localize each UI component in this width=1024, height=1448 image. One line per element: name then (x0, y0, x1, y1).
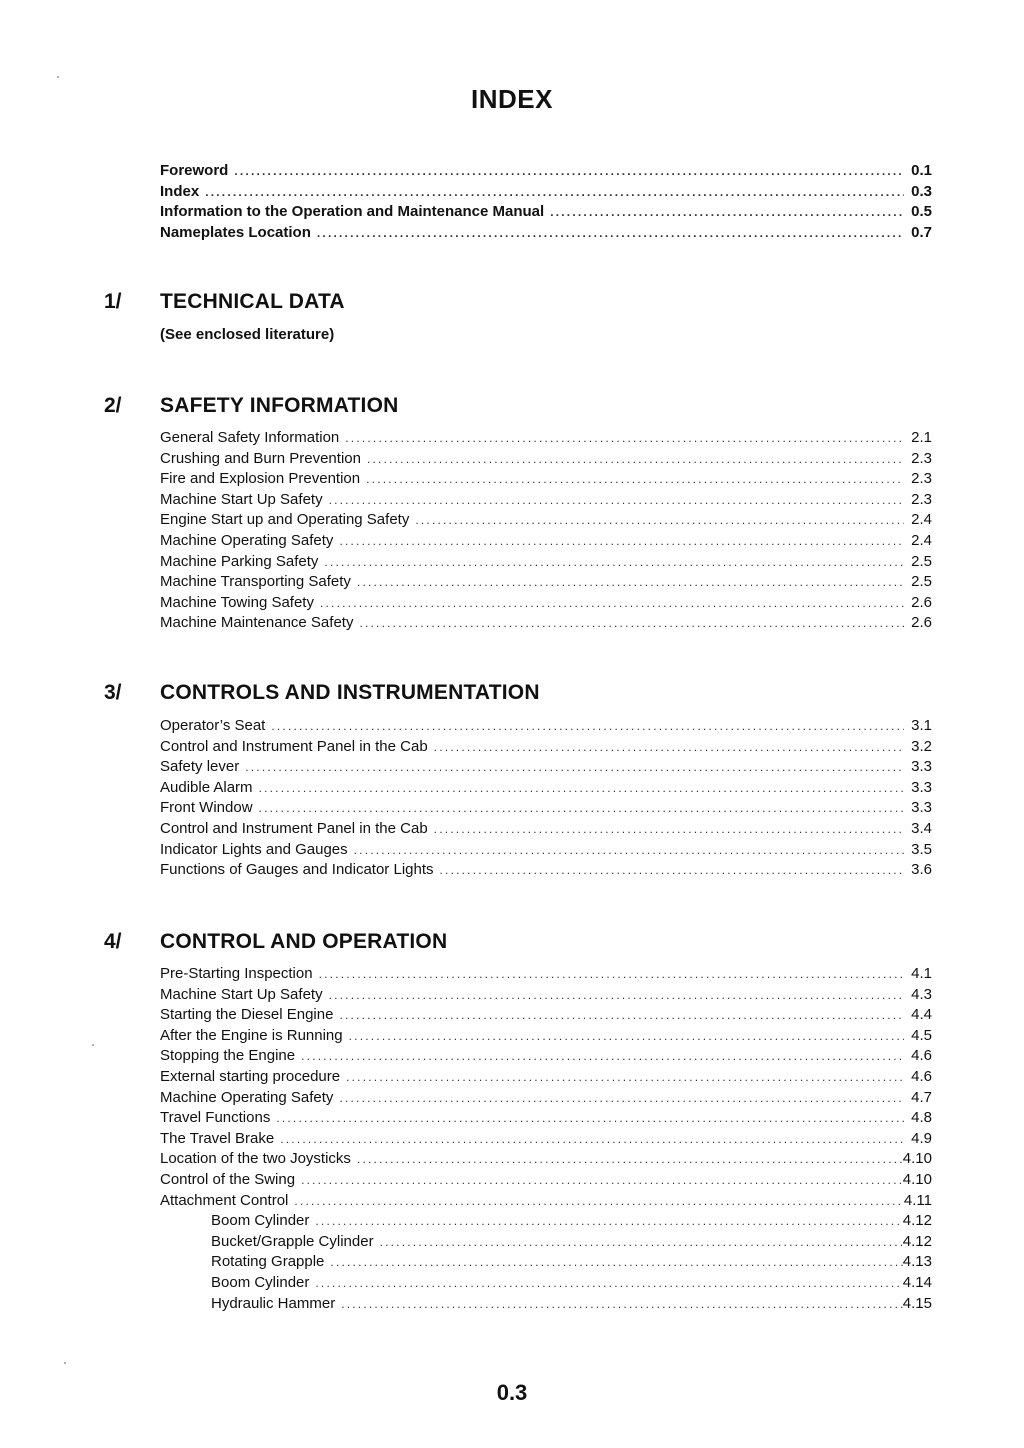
entry-page-number: 4.9 (911, 1129, 932, 1147)
dot-leader (234, 161, 904, 182)
dot-leader (276, 1108, 904, 1129)
index-entry (160, 798, 932, 819)
entry-page-number: 4.11 (903, 1191, 932, 1209)
index-entry (160, 510, 932, 531)
dot-leader (315, 1273, 902, 1294)
dot-leader (259, 778, 904, 799)
entry-page-number: 0.5 (911, 203, 932, 221)
dot-leader (357, 572, 904, 593)
entry-label: Audible Alarm (160, 778, 253, 796)
dot-leader (367, 449, 904, 470)
entry-label: External starting procedure (160, 1067, 341, 1085)
page-number: 0.3 (496, 1380, 528, 1405)
entry-label: Safety lever (160, 758, 240, 776)
entry-label: Location of the two Joysticks (160, 1150, 351, 1168)
dot-leader (301, 1046, 904, 1067)
entry-page-number: 4.12 (902, 1212, 932, 1230)
dot-leader (259, 798, 904, 819)
index-entry (160, 1088, 932, 1109)
scan-speck (64, 1362, 66, 1364)
index-entry (160, 1108, 932, 1129)
dot-leader (280, 1129, 904, 1150)
entry-page-number: 3.6 (911, 861, 932, 879)
section-title: SAFETY INFORMATION (160, 394, 399, 417)
dot-leader (301, 1170, 903, 1191)
entry-page-number: 4.6 (911, 1047, 932, 1065)
entry-page-number: 4.7 (911, 1088, 932, 1106)
section-number: 4/ (104, 930, 122, 953)
entry-label: Travel Functions (160, 1109, 271, 1127)
dot-leader (245, 757, 904, 778)
entry-page-number: 2.3 (911, 449, 932, 467)
dot-leader (415, 510, 904, 531)
entry-label: General Safety Information (160, 429, 340, 446)
section-entry-list (160, 428, 932, 634)
dot-leader (440, 860, 904, 881)
dot-leader (271, 716, 904, 737)
index-entry (160, 1273, 932, 1294)
entry-page-number: 2.5 (911, 552, 932, 570)
index-entry (160, 182, 932, 203)
entry-page-number: 3.5 (911, 840, 932, 858)
section-number: 2/ (104, 394, 122, 417)
dot-leader (294, 1191, 904, 1212)
entry-label: Machine Operating Safety (160, 1088, 334, 1106)
dot-leader (205, 182, 904, 203)
entry-label: Hydraulic Hammer (211, 1294, 336, 1312)
dot-leader (319, 964, 904, 985)
dot-leader (330, 1252, 902, 1273)
dot-leader (341, 1294, 903, 1315)
section-entry-list (160, 716, 932, 881)
dot-leader (320, 593, 904, 614)
index-entry (160, 531, 932, 552)
dot-leader (324, 552, 904, 573)
entry-page-number: 2.4 (911, 511, 932, 529)
entry-page-number: 2.6 (911, 593, 932, 611)
index-entry (160, 161, 932, 182)
index-entry (160, 1129, 932, 1150)
entry-label: Boom Cylinder (211, 1273, 310, 1291)
index-entry (160, 593, 932, 614)
entry-page-number: 4.5 (911, 1026, 932, 1044)
dot-leader (329, 985, 904, 1006)
entry-page-number: 3.3 (911, 758, 932, 776)
dot-leader (434, 819, 904, 840)
index-entry (160, 1149, 932, 1170)
entry-page-number: 4.10 (902, 1170, 932, 1188)
index-entry (160, 860, 932, 881)
section-note: (See enclosed literature) (160, 326, 335, 343)
index-entry (160, 552, 932, 573)
dot-leader (317, 223, 904, 244)
scan-speck (57, 76, 59, 78)
entry-page-number: 4.6 (911, 1067, 932, 1085)
index-entry (160, 223, 932, 244)
entry-page-number: 3.4 (911, 819, 932, 837)
entry-label: Machine Start Up Safety (160, 490, 323, 508)
entry-page-number: 2.5 (911, 573, 932, 591)
entry-label: Control of the Swing (160, 1170, 296, 1188)
entry-label: Rotating Grapple (211, 1253, 325, 1271)
section-title: CONTROL AND OPERATION (160, 930, 448, 953)
dot-leader (346, 1067, 904, 1088)
entry-label: Starting the Diesel Engine (160, 1006, 334, 1024)
dot-leader (329, 490, 904, 511)
dot-leader (359, 613, 904, 634)
entry-label: Engine Start up and Operating Safety (160, 511, 410, 529)
dot-leader (339, 1088, 904, 1109)
entry-page-number: 4.15 (902, 1294, 932, 1312)
entry-label: The Travel Brake (160, 1129, 275, 1147)
index-entry (160, 469, 932, 490)
entry-label: Operator’s Seat (160, 717, 266, 734)
entry-page-number: 3.3 (911, 778, 932, 796)
entry-page-number: 3.3 (911, 799, 932, 817)
index-entry (160, 1067, 932, 1088)
index-entry (160, 1191, 932, 1212)
index-entry (160, 778, 932, 799)
index-entry (160, 1005, 932, 1026)
dot-leader (357, 1149, 903, 1170)
entry-page-number: 4.8 (911, 1109, 932, 1127)
index-entry (160, 1294, 932, 1315)
entry-label: Stopping the Engine (160, 1047, 296, 1065)
index-entry (160, 1232, 932, 1253)
entry-page-number: 2.3 (911, 470, 932, 488)
index-entry (160, 1046, 932, 1067)
entry-label: Pre-Starting Inspection (160, 965, 313, 982)
index-entry (160, 572, 932, 593)
index-entry (160, 613, 932, 634)
entry-label: Machine Start Up Safety (160, 985, 323, 1003)
index-entry (160, 1170, 932, 1191)
dot-leader (550, 202, 904, 223)
entry-label: Functions of Gauges and Indicator Lights (160, 861, 434, 879)
index-entry (160, 819, 932, 840)
section-title: TECHNICAL DATA (160, 290, 345, 313)
section-title: CONTROLS AND INSTRUMENTATION (160, 681, 540, 704)
entry-label: Boom Cylinder (211, 1212, 310, 1230)
dot-leader (345, 428, 904, 449)
index-entry (160, 490, 932, 511)
scan-speck (92, 1044, 94, 1046)
entry-page-number: 4.14 (902, 1273, 932, 1291)
entry-page-number: 4.4 (911, 1006, 932, 1024)
front-matter-list (160, 161, 932, 243)
dot-leader (354, 840, 904, 861)
entry-label: Index (160, 182, 200, 200)
dot-leader (349, 1026, 904, 1047)
entry-page-number: 2.6 (911, 614, 932, 632)
entry-label: Bucket/Grapple Cylinder (211, 1232, 374, 1250)
dot-leader (315, 1211, 902, 1232)
index-entry (160, 840, 932, 861)
dot-leader (339, 531, 904, 552)
dot-leader (339, 1005, 904, 1026)
index-entry (160, 716, 932, 737)
entry-label: Machine Towing Safety (160, 593, 314, 611)
index-entry (160, 737, 932, 758)
entry-label: Machine Operating Safety (160, 531, 334, 549)
entry-page-number: 0.3 (911, 182, 932, 200)
entry-label: Control and Instrument Panel in the Cab (160, 737, 428, 755)
entry-page-number: 0.7 (911, 223, 932, 241)
entry-label: Front Window (160, 799, 253, 817)
entry-page-number: 2.4 (911, 531, 932, 549)
entry-page-number: 4.1 (911, 965, 932, 982)
index-entry (160, 202, 932, 223)
entry-label: Fire and Explosion Prevention (160, 470, 361, 488)
entry-label: Indicator Lights and Gauges (160, 840, 348, 858)
index-entry (160, 1211, 932, 1232)
entry-label: Attachment Control (160, 1191, 289, 1209)
entry-page-number: 4.13 (902, 1253, 932, 1271)
entry-page-number: 0.1 (911, 162, 932, 179)
entry-page-number: 4.3 (911, 985, 932, 1003)
entry-label: Machine Maintenance Safety (160, 614, 354, 632)
entry-page-number: 4.12 (902, 1232, 932, 1250)
entry-page-number: 4.10 (902, 1150, 932, 1168)
index-entry (160, 964, 932, 985)
entry-label: Foreword (160, 162, 229, 179)
section-number: 3/ (104, 681, 122, 704)
entry-label: After the Engine is Running (160, 1026, 343, 1044)
entry-label: Control and Instrument Panel in the Cab (160, 819, 428, 837)
entry-page-number: 2.1 (911, 429, 932, 446)
dot-leader (380, 1232, 903, 1253)
section-number: 1/ (104, 290, 122, 313)
index-entry (160, 1026, 932, 1047)
index-entry (160, 428, 932, 449)
dot-leader (366, 469, 904, 490)
index-entry (160, 449, 932, 470)
entry-label: Crushing and Burn Prevention (160, 449, 361, 467)
entry-label: Machine Transporting Safety (160, 573, 351, 591)
entry-page-number: 3.2 (911, 737, 932, 755)
entry-page-number: 3.1 (911, 717, 932, 734)
index-entry (160, 757, 932, 778)
entry-label: Information to the Operation and Maintenance Manual (160, 203, 545, 221)
entry-label: Machine Parking Safety (160, 552, 319, 570)
entry-label: Nameplates Location (160, 223, 311, 241)
section-entry-list (160, 964, 932, 1314)
index-entry (160, 985, 932, 1006)
entry-page-number: 2.3 (911, 490, 932, 508)
dot-leader (434, 737, 904, 758)
index-entry (160, 1252, 932, 1273)
page-title: INDEX (471, 84, 553, 114)
